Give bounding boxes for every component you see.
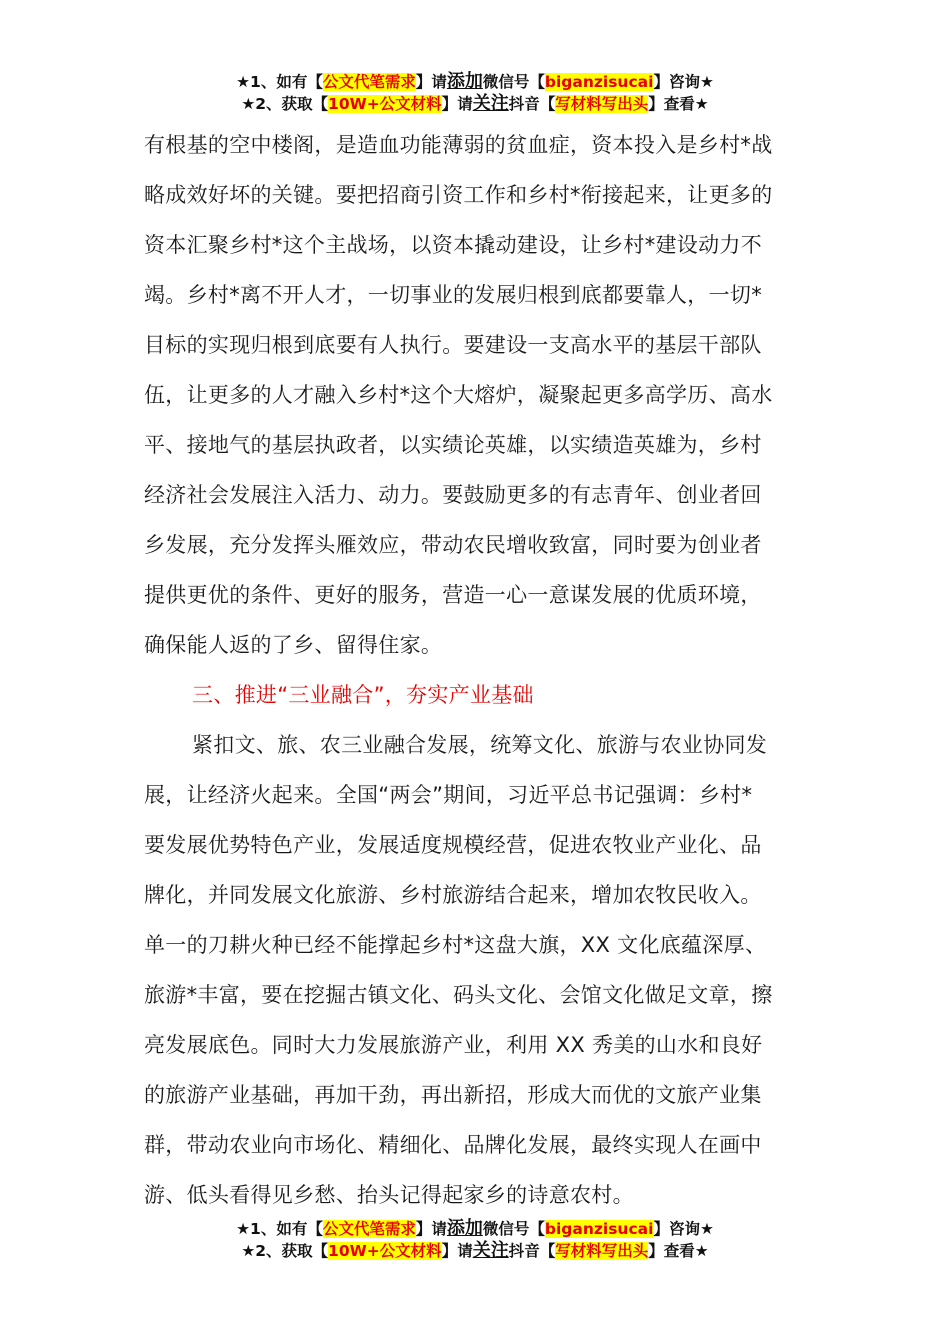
bottom-banner — [0, 1218, 950, 1262]
highlight-wechat-id: biganzisucai — [544, 73, 654, 91]
paragraph-line: 确保能人返的了乡、留得住家。 — [144, 633, 443, 657]
banner-line-2: ★2、获取【10W+公文材料】请关注抖音【写材料写出头】查看★ — [241, 93, 709, 114]
paragraph-line: 略成效好坏的关键。要把招商引资工作和乡村*衔接起来，让更多的 — [144, 183, 773, 207]
banner-line-1: ★1、如有【公文代笔需求】请添加微信号【biganzisucai】咨询★ — [236, 71, 714, 92]
paragraph-line: 旅游*丰富，要在挖掘古镇文化、码头文化、会馆文化做足文章，擦 — [144, 983, 773, 1007]
paragraph-line: 目标的实现归根到底要有人执行。要建设一支高水平的基层干部队 — [144, 333, 762, 357]
top-banner — [0, 71, 950, 115]
paragraph-line: 紧扣文、旅、农三业融合发展，统筹文化、旅游与农业协同发 — [192, 733, 768, 757]
paragraph-line: 亮发展底色。同时大力发展旅游产业，利用 XX 秀美的山水和良好 — [144, 1033, 763, 1057]
paragraph-line: 资本汇聚乡村*这个主战场，以资本撬动建设，让乡村*建设动力不 — [144, 233, 762, 257]
paragraph-line: 伍，让更多的人才融入乡村*这个大熔炉，凝聚起更多高学历、高水 — [144, 383, 773, 407]
paragraph-line: 平、接地气的基层执政者，以实绩论英雄，以实绩造英雄为，乡村 — [144, 433, 762, 457]
highlight-materials: 10W+公文材料 — [328, 95, 442, 113]
paragraph-line: 的旅游产业基础，再加干劲，再出新招，形成大而优的文旅产业集 — [144, 1083, 762, 1107]
paragraph-line: 展，让经济火起来。全国“两会”期间，习近平总书记强调：乡村* — [144, 783, 753, 807]
paragraph-line: 乡发展，充分发挥头雁效应，带动农民增收致富，同时要为创业者 — [144, 533, 762, 557]
banner-line-1: ★1、如有【公文代笔需求】请添加微信号【biganzisucai】咨询★ — [236, 1218, 714, 1239]
paragraph-line: 牌化，并同发展文化旅游、乡村旅游结合起来，增加农牧民收入。 — [144, 883, 762, 907]
body-text — [144, 120, 808, 1220]
paragraph-line: 提供更优的条件、更好的服务，营造一心一意谋发展的优质环境， — [144, 583, 762, 607]
banner-line-2: ★2、获取【10W+公文材料】请关注抖音【写材料写出头】查看★ — [241, 1240, 709, 1261]
paragraph-line: 单一的刀耕火种已经不能撑起乡村*这盘大旗，XX 文化底蕴深厚、 — [144, 933, 767, 957]
paragraph-line: 有根基的空中楼阁，是造血功能薄弱的贫血症，资本投入是乡村*战 — [144, 133, 773, 157]
highlight-service: 公文代笔需求 — [322, 1220, 416, 1238]
paragraph-line: 群，带动农业向市场化、精细化、品牌化发展，最终实现人在画中 — [144, 1133, 762, 1157]
highlight-wechat-id: biganzisucai — [544, 1220, 654, 1238]
highlight-materials: 10W+公文材料 — [328, 1242, 442, 1260]
paragraph-line: 经济社会发展注入活力、动力。要鼓励更多的有志青年、创业者回 — [144, 483, 762, 507]
section-heading: 三、推进“三业融合”，夯实产业基础 — [192, 683, 534, 707]
paragraph-line: 游、低头看得见乡愁、抬头记得起家乡的诗意农村。 — [144, 1183, 634, 1207]
highlight-douyin-account: 写材料写出头 — [555, 1242, 649, 1260]
highlight-service: 公文代笔需求 — [322, 73, 416, 91]
paragraph-line: 竭。乡村*离不开人才，一切事业的发展归根到底都要靠人，一切* — [144, 283, 762, 307]
highlight-douyin-account: 写材料写出头 — [555, 95, 649, 113]
paragraph-line: 要发展优势特色产业，发展适度规模经营，促进农牧业产业化、品 — [144, 833, 762, 857]
